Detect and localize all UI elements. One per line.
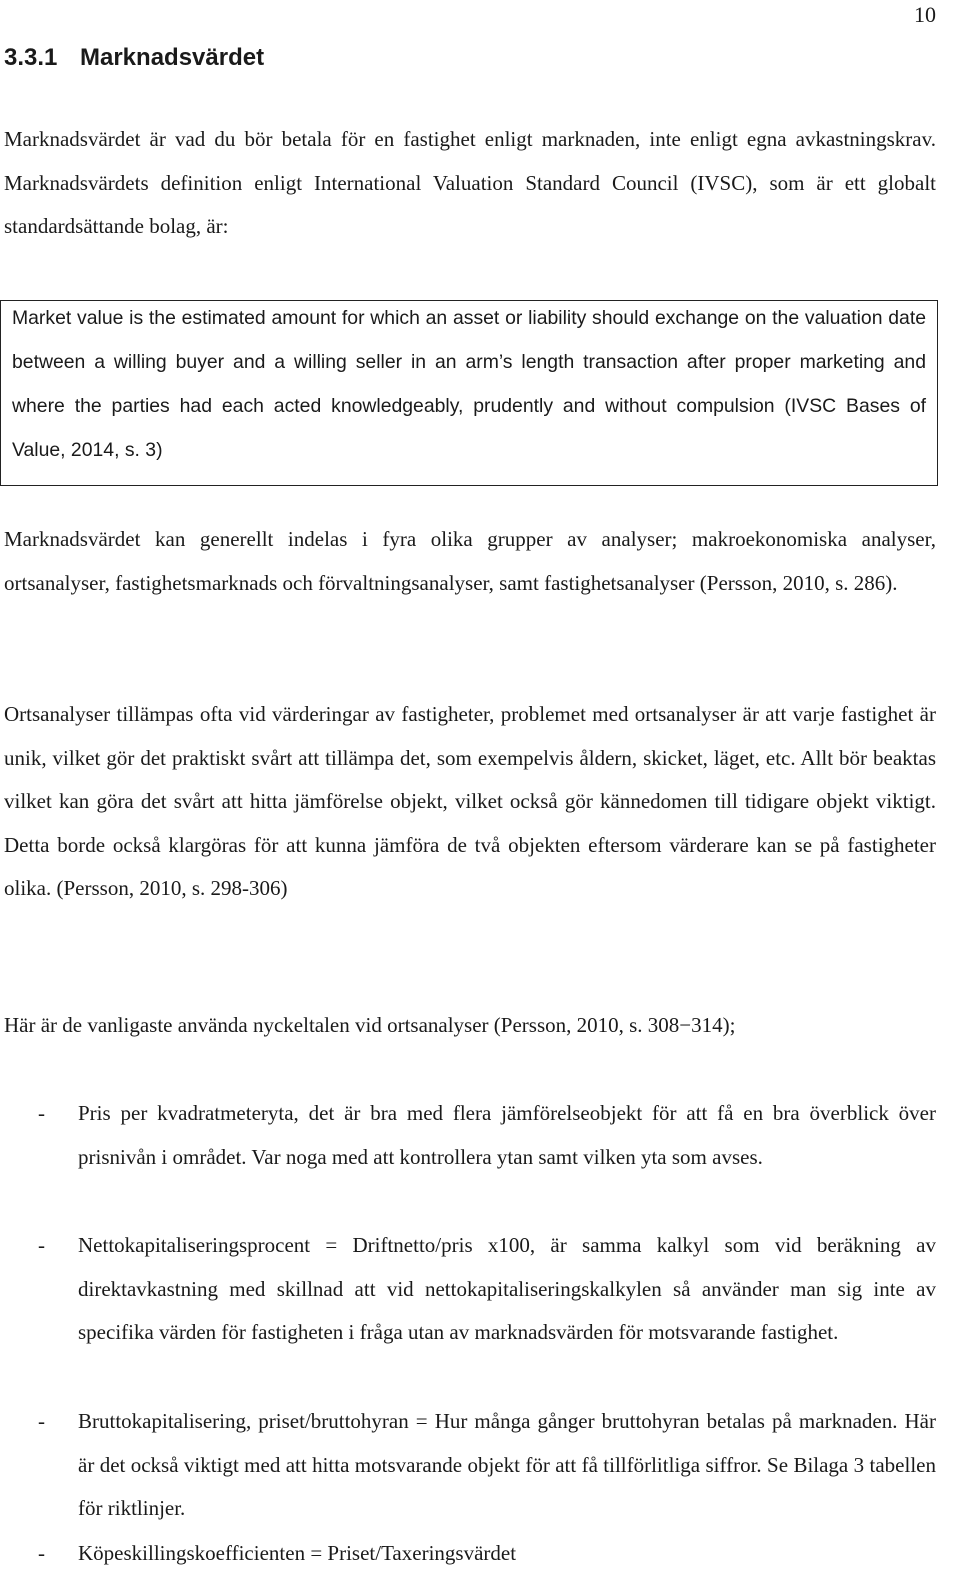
list-item-text: Nettokapitaliseringsprocent = Driftnetto/pris x100, är samma kalkyl som vid beräkning av direktavkastning med skillnad att vid nettokapitaliseringskalkylen så använder man sig inte av specifika värden för fastigheten i fråga utan av marknadsvärden för motsvarande fastighet.: [78, 1233, 936, 1344]
list-item: [4, 1092, 936, 1179]
list-item-text: Bruttokapitalisering, priset/bruttohyran = Hur många gånger bruttohyran betalas på marknaden. Här är det också viktigt med att hitta motsvarande objekt för att få tillförlitliga siffror. Se Bilaga 3 tabellen för riktlinjer.: [78, 1409, 936, 1520]
page-number: 10: [914, 2, 936, 27]
list-item-text: Pris per kvadratmeteryta, det är bra med flera jämförelseobjekt för att få en bra överblick över prisnivån i området. Var noga med att kontrollera ytan samt vilken yta som avses.: [78, 1101, 936, 1169]
section-number: 3.3.1: [4, 44, 58, 71]
list-item-text: Köpeskillingskoefficienten = Priset/Taxeringsvärdet: [78, 1541, 517, 1565]
paragraph-intro: Marknadsvärdet är vad du bör betala för en fastighet enligt marknaden, inte enligt egna avkastningskrav. Marknadsvärdets definition enligt International Valuation Standard Council (IVSC), som är ett globalt standardsättande bolag, är:: [4, 127, 936, 238]
section-heading: [4, 40, 264, 76]
paragraph-nyckeltal-intro: Här är de vanligaste använda nyckeltalen vid ortsanalyser (Persson, 2010, s. 308−314);: [4, 1013, 736, 1037]
quote-text: Market value is the estimated amount for which an asset or liability should exchange on the valuation date between a willing buyer and a willing seller in an arm’s length transaction after proper marketing and where the parties had each acted knowledgeably, prudently and without compulsion (IVSC Bases of Value, 2014, s. 3): [12, 307, 926, 461]
list-dash: -: [38, 1101, 45, 1125]
paragraph-analysis-groups: Marknadsvärdet kan generellt indelas i fyra olika grupper av analyser; makroekonomiska analyser, ortsanalyser, fastighetsmarknads och förvaltningsanalyser, samt fastighetsanalyser (Persson, 2010, s. 286).: [4, 527, 936, 595]
list-dash: -: [38, 1233, 45, 1257]
list-item: [4, 1400, 936, 1531]
section-title: Marknadsvärdet: [80, 44, 265, 71]
list-item: [4, 1224, 936, 1355]
list-dash: -: [38, 1409, 45, 1433]
paragraph-ortsanalyser: Ortsanalyser tillämpas ofta vid värderingar av fastigheter, problemet med ortsanalyser är att varje fastighet är unik, vilket gör det praktiskt svårt att tillämpa det, som exempelvis åldern, skicket, läget, etc. Allt bör beaktas vilket kan göra det svårt att hitta jämförelse objekt, vilket också gör kännedomen till tidigare objekt viktigt. Detta borde också klargöras för att kunna jämföra de två objekten eftersom värderare kan se på fastigheter olika. (Persson, 2010, s. 298-306): [4, 702, 936, 900]
list-item: [4, 1532, 936, 1576]
list-dash: -: [38, 1541, 45, 1565]
